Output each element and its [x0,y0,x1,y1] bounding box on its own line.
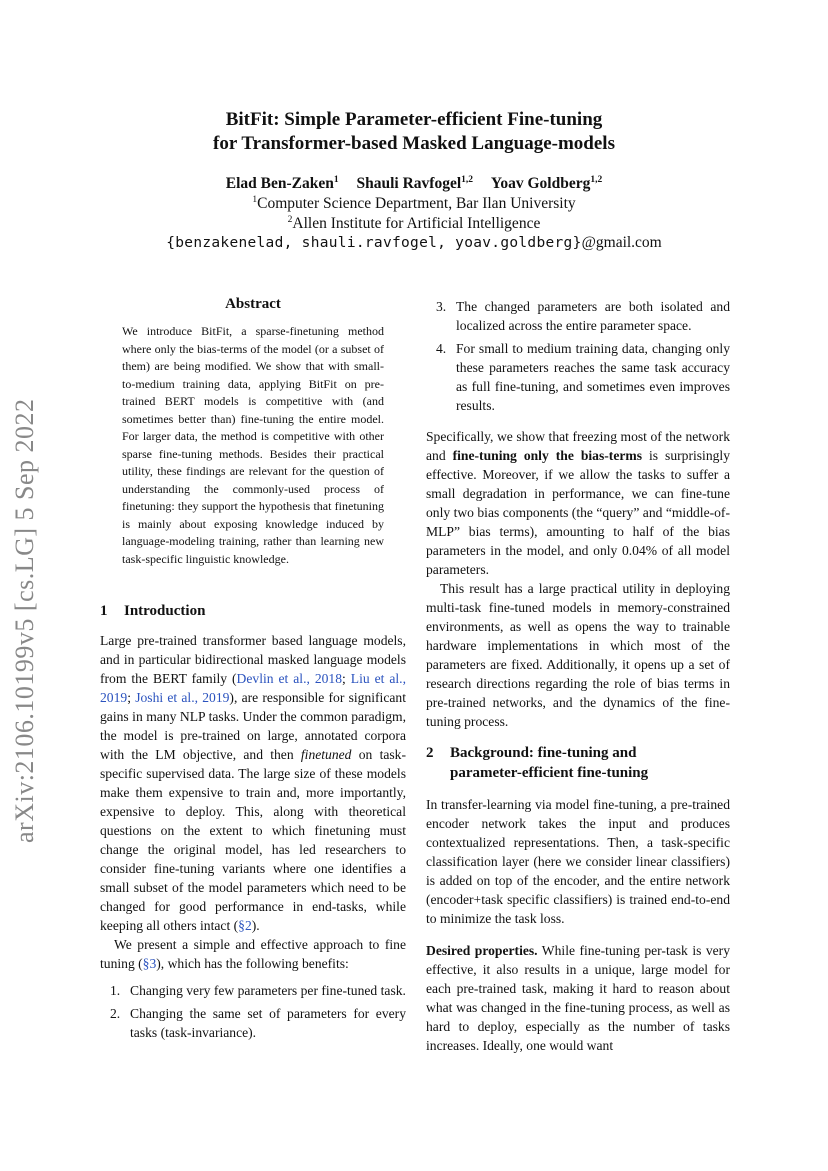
section-2-number: 2 [426,745,434,761]
benefit-3-number: 3. [436,299,447,314]
affiliation-2-sup: 2 [287,215,293,225]
citation-devlin[interactable]: Devlin et al., 2018 [236,671,343,686]
section-1-number: 1 [100,603,108,619]
author-3 [491,175,602,192]
affiliation-2-text: Allen Institute for Artificial Intelligence [292,215,541,232]
intro-p2-text-a: We present a simple and effective approach to fine tuning ( [100,937,406,971]
benefit-3-text: The changed parameters are both isolated and localized across the entire parameter space. [456,299,730,333]
background-body [426,795,730,1055]
benefit-item-3 [426,297,730,335]
right-column-body [426,297,730,731]
author-2-name: Shauli Ravfogel [356,175,462,192]
benefit-1-number: 1. [110,983,121,998]
left-column-body [100,631,406,1046]
spec-bold-phrase: fine-tuning only the bias-terms [452,448,643,463]
benefit-item-2 [100,1004,406,1042]
author-1-sup: 1 [333,175,339,185]
email-users: {benzakenelad, shauli.ravfogel, yoav.goldberg} [166,235,582,251]
author-1 [226,175,339,192]
benefit-list-right [426,297,730,415]
section-1-heading [100,602,205,622]
intro-p1-text-a: Large pre-trained transformer based language models, and in particular bidirectional masked language models from the BERT family ( [100,633,406,686]
arxiv-identifier: arXiv:2106.10199v5 [cs.LG] 5 Sep 2022 [10,398,39,843]
desired-properties-text: While fine-tuning per-task is very effective, it also results in a unique, large model for each pre-trained task, making it hard to reason about what was changed in the fine-tuning process, as well as hard to deploy, especially as the number of tasks increases. Ideally, one would want [426,943,731,1053]
result-paragraph: This result has a large practical utility in deploying multi-task fine-tuned models in memory-constrained environments, as well as opens the way to trainable hardware implementations in which most of the parameters are fixed. Additionally, it opens up a set of research directions regarding the role of bias terms in pre-trained networks, and the dynamics of the fine-tuning process. [426,581,730,729]
intro-p1-sep-2: ; [127,690,136,705]
email-domain: @gmail.com [581,234,662,251]
benefit-item-1 [100,981,406,1000]
citation-liu[interactable]: Liu et al., 2019 [100,671,406,705]
author-1-name: Elad Ben-Zaken [225,175,334,192]
abstract-text: We introduce BitFit, a sparse-finetuning method where only the bias-terms of the model (or a subset of them) are being modified. We show that with small-to-medium training data, applying BitFit on pre-trained BERT models is competitive with (and sometimes better than) fine-tuning the entire model. For larger data, the method is competitive with other sparse fine-tuning methods. Besides their practical utility, these findings are relevant for the question of understanding the commonly-used process of finetuning: they support the hypothesis that finetuning is mainly about exposing knowledge induced by language-modeling training, rather than learning new task-specific linguistic knowledge. [122,324,384,566]
intro-p1-text-b: ), are responsible for significant gains in many NLP tasks. Under the common paradigm, the model is pre-trained on large, annotated corpora with the LM objective, and then [100,690,406,762]
section-1-title: Introduction [124,603,206,619]
section-ref-2[interactable]: §2 [238,918,252,933]
section-2-title-line-1: Background: fine-tuning and [450,745,637,761]
benefit-1-text: Changing very few parameters per fine-tuned task. [130,983,406,998]
intro-p2-text-b: ), which has the following benefits: [156,956,349,971]
author-emails [0,234,828,252]
author-list [0,175,828,193]
author-2 [357,175,474,192]
intro-p1-text-c: on task-specific supervised data. The large size of these models make them expensive to train and, more importantly, expensive to deploy. This, along with theoretical questions on the extent to which finetuning must change the original model, has led researchers to consider fine-tuning variants where one identifies a small subset of the model parameters which need to be changed for good performance in end-tasks, while keeping all others intact ( [100,747,406,933]
affiliation-1-text: Computer Science Department, Bar Ilan University [257,195,576,212]
title-line-2: for Transformer-based Masked Language-models [213,133,615,154]
benefit-2-text: Changing the same set of parameters for every tasks (task-invariance). [130,1006,406,1040]
affiliation-1 [0,195,828,213]
desired-properties-paragraph [426,941,730,1055]
author-3-sup: 1,2 [590,175,603,185]
section-2-title-line-2: parameter-efficient fine-tuning [450,764,649,781]
affiliation-1-sup: 1 [252,195,258,205]
benefit-2-number: 2. [110,1006,121,1021]
section-ref-3[interactable]: §3 [142,956,157,971]
paper-title [0,108,828,156]
benefit-4-text: For small to medium training data, changing only these parameters reaches the same task accuracy as full fine-tuning, and sometimes even improves results. [456,341,730,413]
intro-p1-sep-1: ; [342,671,351,686]
benefit-item-4 [426,339,730,415]
desired-properties-label: Desired properties. [426,943,538,958]
intro-paragraph-2 [100,935,406,973]
author-2-sup: 1,2 [461,175,474,185]
section-2-heading [426,744,648,783]
spec-text-a: Specifically, we show that freezing most of the network and [426,429,730,463]
specifically-paragraph [426,427,730,579]
author-3-name: Yoav Goldberg [490,175,591,192]
intro-p1-emphasis: finetuned [300,747,352,762]
spec-text-b: is surprisingly effective. Moreover, if we allow the tasks to suffer a small degradation in performance, we can fine-tune only two bias components (the “query” and “middle-of-MLP” bias terms), amounting to half of the bias parameters in the model, and only 0.04% of all model parameters. [426,448,731,577]
intro-p1-text-d: ). [251,918,260,933]
abstract-heading: Abstract [225,296,281,312]
citation-joshi[interactable]: Joshi et al., 2019 [135,690,230,705]
title-line-1: BitFit: Simple Parameter-efficient Fine-tuning [225,109,603,130]
affiliation-2 [0,215,828,233]
intro-paragraph-1 [100,631,406,935]
benefit-list-left [100,981,406,1042]
benefit-4-number: 4. [436,341,447,356]
background-paragraph: In transfer-learning via model fine-tuning, a pre-trained encoder network takes the input and produces contextualized representations. Then, a task-specific classification layer (here we consider linear classifiers) is added on top of the encoder, and the entire network (encoder+task specific classifiers) is trained end-to-end to minimize the task loss. [426,797,730,926]
